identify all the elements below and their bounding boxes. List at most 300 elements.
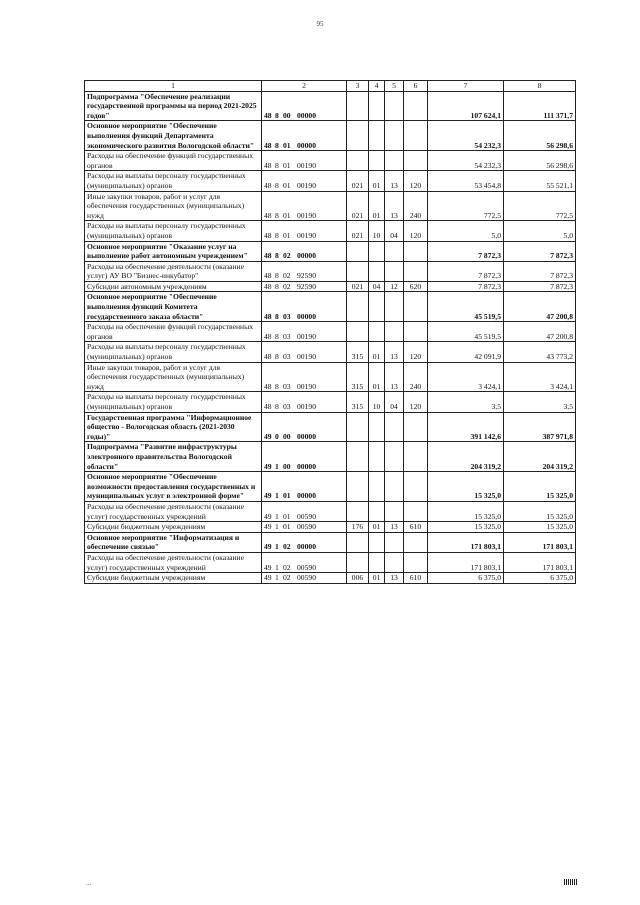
row-col4-cell xyxy=(369,121,385,151)
code-part: 00590 xyxy=(297,573,316,583)
code-part: 49 xyxy=(264,573,272,583)
row-col3-cell xyxy=(347,442,369,472)
code-part: 8 xyxy=(275,381,279,391)
code-part: 8 xyxy=(275,230,279,240)
table-row xyxy=(85,292,576,322)
row-col7-amount: 42 091,9 xyxy=(428,342,504,362)
code-part: 48 xyxy=(264,230,272,240)
code-part: 00190 xyxy=(297,160,316,170)
code-part: 01 xyxy=(283,180,291,190)
code-part: 48 xyxy=(264,110,272,120)
row-col7-amount: 54 232,3 xyxy=(428,121,504,151)
code-part: 02 xyxy=(283,573,291,583)
code-part: 48 xyxy=(264,402,272,411)
row-col8-amount: 5,0 xyxy=(504,221,576,241)
row-code-cell xyxy=(262,501,347,521)
row-code-cell xyxy=(262,261,347,281)
row-code-cell xyxy=(262,442,347,472)
row-col3-cell xyxy=(347,501,369,521)
row-col8-amount: 387 971,8 xyxy=(504,412,576,442)
code-part: 48 xyxy=(264,352,272,362)
row-col3-cell: 315 xyxy=(347,342,369,362)
row-code-cell xyxy=(262,191,347,221)
code-part: 01 xyxy=(283,511,291,521)
row-col8-amount: 6 375,0 xyxy=(504,573,576,584)
code-part: 49 xyxy=(264,562,272,572)
header-cell: 4 xyxy=(369,81,385,92)
row-col5-cell: 13 xyxy=(385,171,404,191)
table-row xyxy=(85,472,576,502)
row-col8-amount: 171 803,1 xyxy=(504,552,576,572)
table-row xyxy=(85,552,576,572)
row-col6-cell xyxy=(404,121,428,151)
table-row xyxy=(85,522,576,533)
code-part: 00 xyxy=(283,110,291,120)
row-col4-cell xyxy=(369,552,385,572)
row-col7-amount: 772,5 xyxy=(428,191,504,221)
row-col6-cell xyxy=(404,501,428,521)
table-row xyxy=(85,392,576,412)
row-col6-cell xyxy=(404,292,428,322)
row-col7-amount: 7 872,3 xyxy=(428,261,504,281)
code-part: 00190 xyxy=(297,352,316,362)
row-col6-cell: 240 xyxy=(404,191,428,221)
code-part: 03 xyxy=(283,311,291,321)
row-name-cell: Основное мероприятие "Обеспечение возможности предоставления государственных и муниципальных услуг в электронной форме" xyxy=(85,472,262,502)
table-row xyxy=(85,322,576,342)
code-part: 8 xyxy=(275,160,279,170)
row-col8-amount: 7 872,3 xyxy=(504,281,576,292)
row-col5-cell: 13 xyxy=(385,342,404,362)
code-part: 00190 xyxy=(297,230,316,240)
row-col4-cell: 01 xyxy=(369,362,385,392)
row-name-cell: Подпрограмма "Развитие инфраструктуры электронного правительства Вологодской области" xyxy=(85,442,262,472)
row-col5-cell xyxy=(385,91,404,121)
row-col7-amount: 7 872,3 xyxy=(428,281,504,292)
row-col4-cell: 01 xyxy=(369,522,385,533)
code-part: 02 xyxy=(283,271,291,281)
code-part: 48 xyxy=(264,210,272,220)
row-col8-amount: 43 773,2 xyxy=(504,342,576,362)
code-part: 01 xyxy=(283,210,291,220)
row-col7-amount: 3 424,1 xyxy=(428,362,504,392)
code-part: 01 xyxy=(283,230,291,240)
row-col7-amount: 5,0 xyxy=(428,221,504,241)
row-col5-cell: 13 xyxy=(385,362,404,392)
row-col8-amount: 47 200,8 xyxy=(504,292,576,322)
row-col4-cell xyxy=(369,151,385,171)
table-row xyxy=(85,261,576,281)
header-cell: 8 xyxy=(504,81,576,92)
code-part: 01 xyxy=(283,522,291,532)
row-col3-cell xyxy=(347,322,369,342)
code-part: 48 xyxy=(264,140,272,150)
scan-mark: ... xyxy=(86,879,92,887)
row-col5-cell xyxy=(385,472,404,502)
row-col5-cell: 04 xyxy=(385,392,404,412)
row-name-cell: Расходы на выплаты персоналу государственных (муниципальных) органов xyxy=(85,392,262,412)
code-part: 49 xyxy=(264,511,272,521)
table-row xyxy=(85,221,576,241)
code-part: 8 xyxy=(275,110,279,120)
row-col4-cell xyxy=(369,292,385,322)
row-col5-cell: 13 xyxy=(385,573,404,584)
table-body xyxy=(85,81,576,584)
code-part: 00190 xyxy=(297,331,316,341)
row-col6-cell xyxy=(404,472,428,502)
row-col7-amount: 53 454,8 xyxy=(428,171,504,191)
row-col6-cell xyxy=(404,552,428,572)
row-col7-amount: 3,5 xyxy=(428,392,504,412)
code-part: 8 xyxy=(275,251,279,261)
code-part: 1 xyxy=(275,461,279,471)
row-code-cell xyxy=(262,241,347,261)
row-col7-amount: 15 325,0 xyxy=(428,522,504,533)
code-part: 02 xyxy=(283,542,291,552)
code-part: 8 xyxy=(275,281,279,291)
row-col3-cell: 315 xyxy=(347,362,369,392)
row-col8-amount: 56 298,6 xyxy=(504,151,576,171)
row-code-cell xyxy=(262,362,347,392)
code-part: 00000 xyxy=(297,461,316,471)
row-name-cell: Расходы на обеспечение деятельности (оказание услуг) АУ ВО "Бизнес-инкубатор" xyxy=(85,261,262,281)
code-part: 02 xyxy=(283,251,291,261)
row-col7-amount: 171 803,1 xyxy=(428,552,504,572)
code-part: 1 xyxy=(275,562,279,572)
row-name-cell: Расходы на выплаты персоналу государственных (муниципальных) органов xyxy=(85,171,262,191)
table-row xyxy=(85,501,576,521)
row-col5-cell xyxy=(385,151,404,171)
row-col6-cell: 610 xyxy=(404,573,428,584)
code-part: 02 xyxy=(283,281,291,291)
row-col8-amount: 171 803,1 xyxy=(504,532,576,552)
row-col3-cell xyxy=(347,91,369,121)
row-col4-cell: 01 xyxy=(369,171,385,191)
row-col7-amount: 15 325,0 xyxy=(428,472,504,502)
row-col4-cell xyxy=(369,442,385,472)
row-col5-cell: 12 xyxy=(385,281,404,292)
row-name-cell: Основное мероприятие "Обеспечение выполнения функций Комитета государственного заказа области" xyxy=(85,292,262,322)
code-part: 48 xyxy=(264,271,272,281)
code-part: 49 xyxy=(264,431,272,441)
header-cell: 3 xyxy=(347,81,369,92)
row-col7-amount: 6 375,0 xyxy=(428,573,504,584)
row-name-cell: Основное мероприятие "Информатизация и обеспечение связью" xyxy=(85,532,262,552)
code-part: 02 xyxy=(283,562,291,572)
code-part: 00 xyxy=(283,461,291,471)
row-col6-cell xyxy=(404,442,428,472)
row-col3-cell xyxy=(347,241,369,261)
row-name-cell: Подпрограмма "Обеспечение реализации государственной программы на период 2021-2025 годов" xyxy=(85,91,262,121)
row-col8-amount: 3,5 xyxy=(504,392,576,412)
code-part: 0 xyxy=(275,431,279,441)
row-col7-amount: 15 325,0 xyxy=(428,501,504,521)
row-col7-amount: 45 519,5 xyxy=(428,322,504,342)
table-row xyxy=(85,151,576,171)
row-col7-amount: 7 872,3 xyxy=(428,241,504,261)
code-part: 03 xyxy=(283,402,291,411)
header-cell: 1 xyxy=(85,81,262,92)
row-col7-amount: 54 232,3 xyxy=(428,151,504,171)
code-part: 00000 xyxy=(297,140,316,150)
row-col6-cell xyxy=(404,322,428,342)
code-part: 49 xyxy=(264,542,272,552)
code-part: 00190 xyxy=(297,402,316,411)
row-col3-cell xyxy=(347,151,369,171)
row-col8-amount: 772,5 xyxy=(504,191,576,221)
code-part: 00000 xyxy=(297,491,316,501)
row-col8-amount: 15 325,0 xyxy=(504,522,576,533)
row-col6-cell xyxy=(404,412,428,442)
row-col6-cell xyxy=(404,532,428,552)
code-part: 48 xyxy=(264,381,272,391)
code-part: 48 xyxy=(264,251,272,261)
row-col3-cell: 176 xyxy=(347,522,369,533)
row-name-cell: Расходы на обеспечение функций государственных органов xyxy=(85,322,262,342)
row-name-cell: Расходы на обеспечение функций государственных органов xyxy=(85,151,262,171)
code-part: 48 xyxy=(264,281,272,291)
row-name-cell: Расходы на обеспечение деятельности (оказание услуг) государственных учреждений xyxy=(85,501,262,521)
code-part: 8 xyxy=(275,180,279,190)
row-col8-amount: 204 319,2 xyxy=(504,442,576,472)
code-part: 49 xyxy=(264,491,272,501)
row-col6-cell xyxy=(404,241,428,261)
row-col4-cell: 01 xyxy=(369,191,385,221)
table-row xyxy=(85,573,576,584)
row-code-cell xyxy=(262,552,347,572)
row-col5-cell xyxy=(385,412,404,442)
row-col3-cell: 021 xyxy=(347,281,369,292)
code-part: 48 xyxy=(264,160,272,170)
header-cell: 6 xyxy=(404,81,428,92)
code-part: 48 xyxy=(264,180,272,190)
code-part: 00000 xyxy=(297,251,316,261)
row-code-cell xyxy=(262,322,347,342)
row-col5-cell xyxy=(385,121,404,151)
row-code-cell xyxy=(262,522,347,533)
row-col7-amount: 171 803,1 xyxy=(428,532,504,552)
page-number: 95 xyxy=(316,20,324,28)
code-part: 8 xyxy=(275,331,279,341)
row-col4-cell: 01 xyxy=(369,342,385,362)
row-code-cell xyxy=(262,472,347,502)
row-col4-cell: 01 xyxy=(369,573,385,584)
row-code-cell xyxy=(262,292,347,322)
code-part: 8 xyxy=(275,210,279,220)
row-col3-cell xyxy=(347,552,369,572)
row-code-cell xyxy=(262,412,347,442)
row-col8-amount: 111 371,7 xyxy=(504,91,576,121)
row-col8-amount: 47 200,8 xyxy=(504,322,576,342)
header-cell: 7 xyxy=(428,81,504,92)
code-part: 03 xyxy=(283,331,291,341)
code-part: 92590 xyxy=(297,281,316,291)
code-part: 8 xyxy=(275,140,279,150)
row-col5-cell xyxy=(385,552,404,572)
row-code-cell xyxy=(262,532,347,552)
table-row xyxy=(85,342,576,362)
row-col3-cell xyxy=(347,472,369,502)
row-col3-cell: 021 xyxy=(347,171,369,191)
header-cell: 2 xyxy=(262,81,347,92)
row-col6-cell: 120 xyxy=(404,342,428,362)
row-col8-amount: 56 298,6 xyxy=(504,121,576,151)
row-col4-cell xyxy=(369,412,385,442)
code-part: 00190 xyxy=(297,180,316,190)
code-part: 00000 xyxy=(297,110,316,120)
row-col7-amount: 45 519,5 xyxy=(428,292,504,322)
code-part: 00590 xyxy=(297,511,316,521)
code-part: 1 xyxy=(275,511,279,521)
code-part: 00590 xyxy=(297,562,316,572)
row-code-cell xyxy=(262,281,347,292)
row-code-cell xyxy=(262,221,347,241)
row-col5-cell xyxy=(385,292,404,322)
table-row xyxy=(85,362,576,392)
code-part: 8 xyxy=(275,311,279,321)
table-row xyxy=(85,121,576,151)
code-part: 01 xyxy=(283,140,291,150)
code-part: 00000 xyxy=(297,542,316,552)
row-col6-cell xyxy=(404,151,428,171)
row-col6-cell: 120 xyxy=(404,221,428,241)
row-col8-amount: 15 325,0 xyxy=(504,472,576,502)
code-part: 00190 xyxy=(297,381,316,391)
row-name-cell: Субсидии бюджетным учреждениям xyxy=(85,573,262,584)
row-col5-cell: 13 xyxy=(385,522,404,533)
row-code-cell xyxy=(262,91,347,121)
barcode-mark xyxy=(564,879,578,885)
row-col8-amount: 15 325,0 xyxy=(504,501,576,521)
row-col6-cell xyxy=(404,261,428,281)
row-name-cell: Иные закупки товаров, работ и услуг для обеспечения государственных (муниципальных) нужд xyxy=(85,191,262,221)
code-part: 1 xyxy=(275,491,279,501)
row-code-cell xyxy=(262,171,347,191)
row-col5-cell xyxy=(385,532,404,552)
row-name-cell: Субсидии автономным учреждениям xyxy=(85,281,262,292)
row-col4-cell: 10 xyxy=(369,392,385,412)
row-col7-amount: 204 319,2 xyxy=(428,442,504,472)
code-part: 1 xyxy=(275,573,279,583)
row-col5-cell xyxy=(385,322,404,342)
table-row xyxy=(85,281,576,292)
row-name-cell: Субсидии бюджетным учреждениям xyxy=(85,522,262,533)
row-col7-amount: 107 624,1 xyxy=(428,91,504,121)
code-part: 00190 xyxy=(297,210,316,220)
row-name-cell: Иные закупки товаров, работ и услуг для обеспечения государственных (муниципальных) нужд xyxy=(85,362,262,392)
code-part: 8 xyxy=(275,271,279,281)
code-part: 8 xyxy=(275,402,279,411)
row-code-cell xyxy=(262,342,347,362)
row-name-cell: Расходы на обеспечение деятельности (оказание услуг) государственных учреждений xyxy=(85,552,262,572)
row-col3-cell xyxy=(347,412,369,442)
row-col3-cell: 021 xyxy=(347,191,369,221)
row-col4-cell xyxy=(369,241,385,261)
code-part: 8 xyxy=(275,352,279,362)
row-name-cell: Государственная программа "Информационное общество - Вологодская область (2021-2030 годы)" xyxy=(85,412,262,442)
row-col3-cell xyxy=(347,121,369,151)
table-row xyxy=(85,91,576,121)
row-col4-cell: 04 xyxy=(369,281,385,292)
row-col6-cell: 240 xyxy=(404,362,428,392)
row-col5-cell xyxy=(385,261,404,281)
row-col5-cell: 13 xyxy=(385,191,404,221)
row-col6-cell: 120 xyxy=(404,392,428,412)
code-part: 48 xyxy=(264,311,272,321)
code-part: 00000 xyxy=(297,311,316,321)
table-row xyxy=(85,532,576,552)
code-part: 1 xyxy=(275,522,279,532)
code-part: 01 xyxy=(283,160,291,170)
row-col6-cell: 120 xyxy=(404,171,428,191)
row-col4-cell xyxy=(369,322,385,342)
row-name-cell: Расходы на выплаты персоналу государственных (муниципальных) органов xyxy=(85,342,262,362)
row-col6-cell xyxy=(404,91,428,121)
row-col5-cell xyxy=(385,241,404,261)
row-col3-cell xyxy=(347,292,369,322)
row-code-cell xyxy=(262,392,347,412)
row-col3-cell: 315 xyxy=(347,392,369,412)
row-code-cell xyxy=(262,121,347,151)
row-col3-cell: 021 xyxy=(347,221,369,241)
row-col4-cell xyxy=(369,261,385,281)
code-part: 03 xyxy=(283,352,291,362)
table-header-row xyxy=(85,81,576,92)
row-col4-cell xyxy=(369,472,385,502)
row-col3-cell xyxy=(347,261,369,281)
row-name-cell: Основное мероприятие "Обеспечение выполнения функций Департамента экономического развития Вологодской области" xyxy=(85,121,262,151)
code-part: 92590 xyxy=(297,271,316,281)
row-col3-cell xyxy=(347,532,369,552)
table-row xyxy=(85,241,576,261)
table-row xyxy=(85,171,576,191)
header-cell: 5 xyxy=(385,81,404,92)
row-col8-amount: 7 872,3 xyxy=(504,241,576,261)
row-col4-cell xyxy=(369,532,385,552)
row-name-cell: Основное мероприятие "Оказание услуг на выполнение работ автономным учреждением" xyxy=(85,241,262,261)
row-code-cell xyxy=(262,573,347,584)
code-part: 49 xyxy=(264,461,272,471)
table-row xyxy=(85,191,576,221)
code-part: 1 xyxy=(275,542,279,552)
row-col5-cell: 04 xyxy=(385,221,404,241)
code-part: 00590 xyxy=(297,522,316,532)
code-part: 01 xyxy=(283,491,291,501)
row-col5-cell xyxy=(385,501,404,521)
row-col8-amount: 3 424,1 xyxy=(504,362,576,392)
row-col7-amount: 391 142,6 xyxy=(428,412,504,442)
code-part: 03 xyxy=(283,381,291,391)
code-part: 49 xyxy=(264,522,272,532)
row-col6-cell: 620 xyxy=(404,281,428,292)
code-part: 48 xyxy=(264,331,272,341)
code-part: 00 xyxy=(283,431,291,441)
row-col5-cell xyxy=(385,442,404,472)
row-name-cell: Расходы на выплаты персоналу государственных (муниципальных) органов xyxy=(85,221,262,241)
row-col8-amount: 7 872,3 xyxy=(504,261,576,281)
row-col4-cell: 10 xyxy=(369,221,385,241)
code-part: 00000 xyxy=(297,431,316,441)
row-col4-cell xyxy=(369,501,385,521)
row-col4-cell xyxy=(369,91,385,121)
budget-table xyxy=(84,80,576,584)
row-code-cell xyxy=(262,151,347,171)
table-row xyxy=(85,412,576,442)
row-col3-cell: 006 xyxy=(347,573,369,584)
row-col6-cell: 610 xyxy=(404,522,428,533)
table-row xyxy=(85,442,576,472)
row-col8-amount: 55 521,1 xyxy=(504,171,576,191)
